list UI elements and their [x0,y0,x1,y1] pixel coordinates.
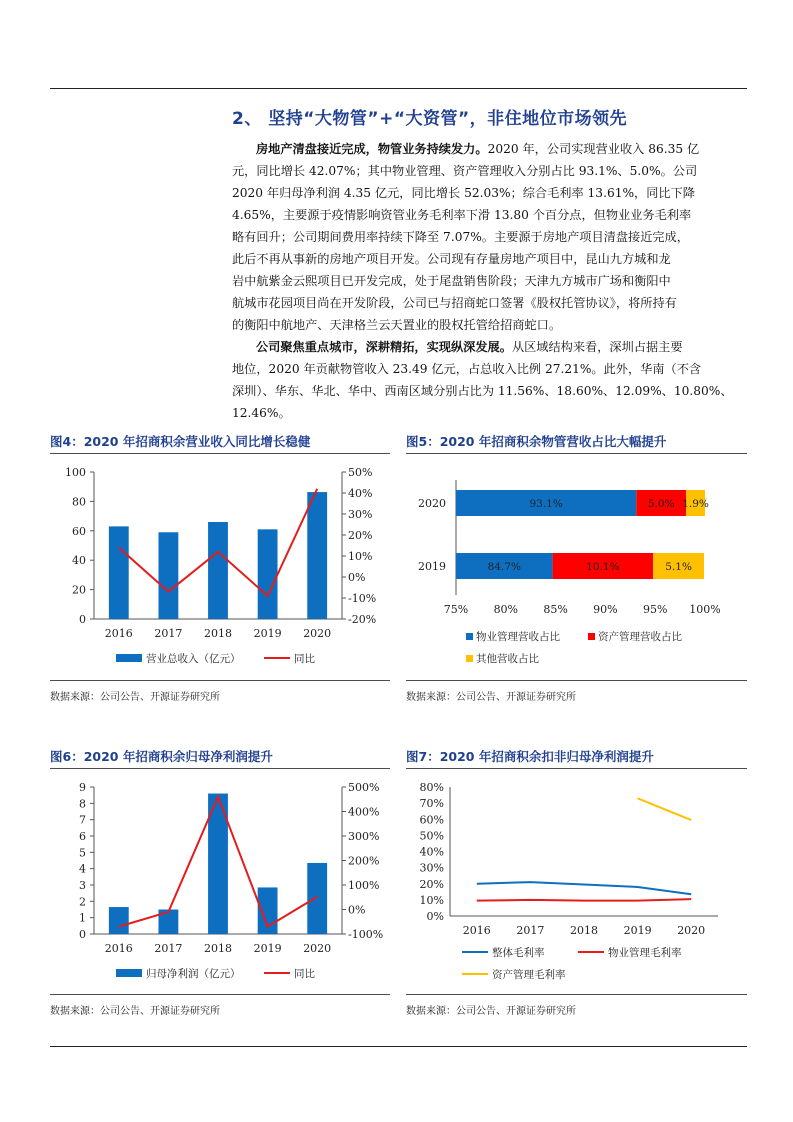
fig6-left-tick: 9 [79,781,86,794]
paragraph-2-line-2: 深圳）、华东、华北、华中、西南区域分别占比为 11.56%、18.60%、12.09%、10.80%、 [232,384,733,398]
fig6-source: 数据来源：公司公告、开源证券研究所 [50,1006,220,1017]
fig6-right-tick: 0% [348,903,366,917]
fig7-y-tick: 30% [419,861,444,875]
fig4-source: 数据来源：公司公告、开源证券研究所 [50,692,220,703]
paragraph-1-line-8: 的衡阳中航地产、天津格兰云天置业的股权托管给招商蛇口。 [232,318,562,332]
section-title: 2、 坚持“大物管”+“大资管”，非住地位市场领先 [232,109,628,129]
paragraph-2-line-3: 12.46%。 [232,406,291,420]
fig4-right-tick: 20% [348,529,373,542]
fig4-right-tick: -20% [348,613,377,626]
fig4-right-tick: 50% [348,466,373,479]
fig4-legend-bar-label: 营业总收入（亿元） [146,653,241,665]
fig6-x-tick-2020: 2020 [303,942,332,955]
fig5-label-2020-1: 5.0% [647,498,675,510]
fig7-title: 图7：2020 年招商积余扣非归母净利润提升 [406,749,654,764]
fig7-line-2 [638,798,692,820]
fig5-x-tick: 75% [443,603,469,616]
fig6-right-tick: 400% [348,805,380,819]
fig7-y-tick: 10% [419,893,444,907]
fig5-rule-bottom [406,680,747,681]
fig4-x-tick-2018: 2018 [204,627,232,640]
fig7-y-tick: 40% [419,845,444,859]
fig4-right-tick: 0% [348,571,366,584]
fig5-label-2019-2: 5.1% [665,561,692,573]
paragraph-2-text: 从区域结构来看，深圳占据主要 [511,340,683,354]
fig6-right-tick: 100% [348,879,380,892]
fig5-x-tick: 100% [689,603,721,616]
fig7-x-tick-2016: 2016 [462,924,491,937]
paragraph-2 [232,336,744,424]
fig5-x-tick: 90% [593,603,618,616]
fig7-y-tick: 0% [426,910,444,923]
fig4-right-tick: -10% [348,592,377,605]
fig6-right-tick: 500% [348,781,380,794]
fig4-bar-2017 [158,532,178,619]
paragraph-1-line-3: 4.65%，主要源于疫情影响资管业务毛利率下滑 13.80 个百分点，但物业业务毛利率 [232,208,692,222]
fig5-x-tick: 80% [493,603,519,616]
fig7-source: 数据来源：公司公告、开源证券研究所 [406,1006,576,1017]
fig5-source: 数据来源：公司公告、开源证券研究所 [406,692,576,703]
fig5-y-tick-2020: 2020 [418,497,446,510]
fig5-y-tick-2019: 2019 [418,560,446,573]
fig4-left-tick: 40 [72,554,86,568]
paragraph-1-line-2: 2020 年归母净利润 4.35 亿元，同比增长 52.03%；综合毛利率 13.61%，同比下降 [232,186,695,200]
fig5-label-2020-2: 1.9% [682,498,709,510]
fig7-rule-bottom [406,994,747,995]
fig4-right-tick: 40% [348,487,373,500]
fig7-legend-label-2: 资产管理毛利率 [492,969,566,981]
fig7-y-tick: 70% [419,797,444,811]
fig6-x-tick-2016: 2016 [104,942,133,955]
fig6-x-tick-2019: 2019 [253,942,282,955]
fig7-line-0 [477,882,691,894]
fig6-left-tick: 8 [79,797,86,811]
fig6-right-tick: 300% [348,830,380,843]
fig4-legend-bar-swatch [116,654,142,662]
fig7-legend-label-0: 整体毛利率 [492,947,545,959]
fig5-label-2019-1: 10.1% [586,561,620,573]
fig4-x-tick-2016: 2016 [104,627,133,640]
fig4-title: 图4：2020 年招商积余营业收入同比增长稳健 [50,434,311,449]
fig6-left-tick: 7 [79,813,86,827]
fig6-left-tick: 3 [79,879,86,892]
fig5-legend-swatch-0 [466,633,473,640]
fig7-y-tick: 60% [419,813,444,827]
fig4-bar-2020 [307,492,327,619]
fig5-legend-swatch-1 [588,633,595,640]
fig4-x-tick-2020: 2020 [303,627,332,640]
paragraph-1-line-6: 岩中航紫金云熙项目已开发完成，处于尾盘销售阶段；天津九方城市广场和衡阳中 [232,274,671,288]
paragraph-1-line-1: 元，同比增长 42.07%；其中物业管理、资产管理收入分别占比 93.1%、5.0%。公司 [232,164,698,178]
fig5-legend-swatch-2 [466,655,473,662]
fig6-left-tick: 5 [79,846,86,860]
footer-rule [50,1046,747,1047]
paragraph-1-line-5: 此后不再从事新的房地产项目开发。公司现有存量房地产项目中，昆山九方城和龙 [232,252,671,266]
fig4-right-tick: 30% [348,508,373,521]
fig7-x-tick-2020: 2020 [677,924,706,937]
fig7-legend-label-1: 物业管理毛利率 [608,947,682,959]
paragraph-1-line-7: 航城市花园项目尚在开发阶段，公司已与招商蛇口签署《股权托管协议》，将所持有 [232,296,677,310]
fig5-title: 图5：2020 年招商积余物管营收占比大幅提升 [406,434,667,449]
fig6-chart [50,770,390,992]
fig5-label-2019-0: 84.7% [487,561,521,573]
fig6-left-tick: 1 [79,911,86,925]
fig6-x-tick-2017: 2017 [154,942,183,955]
fig6-legend-bar-label: 归母净利润（亿元） [146,968,241,980]
fig4-rule-bottom [50,680,390,681]
fig7-y-tick: 80% [419,781,444,794]
fig5-x-tick: 95% [642,603,668,616]
fig6-right-tick: 200% [348,854,380,868]
fig6-left-tick: 4 [79,862,86,876]
fig7-chart [406,770,747,992]
fig4-bar-2018 [208,522,228,619]
fig6-legend-line-label: 同比 [294,968,315,980]
fig5-x-tick: 85% [543,603,568,616]
header-rule [50,88,747,89]
fig6-x-tick-2018: 2018 [204,942,232,955]
fig6-right-tick: -100% [348,928,384,941]
fig5-label-2020-0: 93.1% [529,498,563,510]
fig5-legend-label-2: 其他营收占比 [476,653,539,665]
fig4-legend-line-label: 同比 [294,653,315,665]
paragraph-2-lead: 公司聚焦重点城市，深耕精拓，实现纵深发展。 [256,340,512,354]
fig4-bar-2019 [258,529,278,619]
fig5-legend-label-1: 资产管理营收占比 [598,631,682,643]
fig4-rule-top [50,453,390,454]
fig7-rule-top [406,768,747,769]
fig7-x-tick-2019: 2019 [623,924,652,937]
fig7-x-tick-2018: 2018 [570,924,598,937]
fig4-left-tick: 60 [72,524,86,538]
paragraph-1-line-0 [232,138,744,160]
paragraph-2-line-0 [232,336,744,358]
fig4-left-tick: 0 [79,613,86,626]
fig4-chart [50,455,390,677]
fig4-bar-2016 [109,526,129,619]
paragraph-1 [232,138,744,336]
fig6-title: 图6：2020 年招商积余归母净利润提升 [50,749,273,764]
fig7-y-tick: 20% [419,877,444,891]
fig4-right-tick: 10% [348,550,373,563]
fig4-left-tick: 80 [72,495,86,509]
fig6-rule-bottom [50,994,390,995]
fig4-left-tick: 100 [65,466,86,479]
fig4-left-tick: 20 [72,583,86,597]
fig6-left-tick: 0 [79,928,86,941]
fig6-left-tick: 2 [79,895,86,909]
fig4-x-tick-2017: 2017 [154,627,183,640]
fig6-left-tick: 6 [79,830,86,843]
fig5-rule-top [406,453,747,454]
fig6-rule-top [50,768,390,769]
fig6-bar-2020 [307,863,327,934]
fig6-legend-bar-swatch [116,969,142,977]
fig7-x-tick-2017: 2017 [516,924,545,937]
fig5-legend-label-0: 物业管理营收占比 [476,631,560,643]
paragraph-1-line-4: 略有回升；公司期间费用率持续下降至 7.07%。主要源于房地产项目清盘接近完成， [232,230,689,244]
fig7-line-1 [477,899,691,901]
paragraph-1-text: 2020 年，公司实现营业收入 86.35 亿 [487,142,700,156]
fig4-x-tick-2019: 2019 [253,627,282,640]
paragraph-2-line-1: 地位，2020 年贡献物管收入 23.49 亿元，占总收入比例 27.21%。此外，华南（不含 [232,362,702,376]
fig5-chart [406,455,747,677]
fig7-y-tick: 50% [419,829,444,843]
paragraph-1-lead: 房地产清盘接近完成，物管业务持续发力。 [256,142,488,156]
fig6-bar-2016 [109,907,129,934]
